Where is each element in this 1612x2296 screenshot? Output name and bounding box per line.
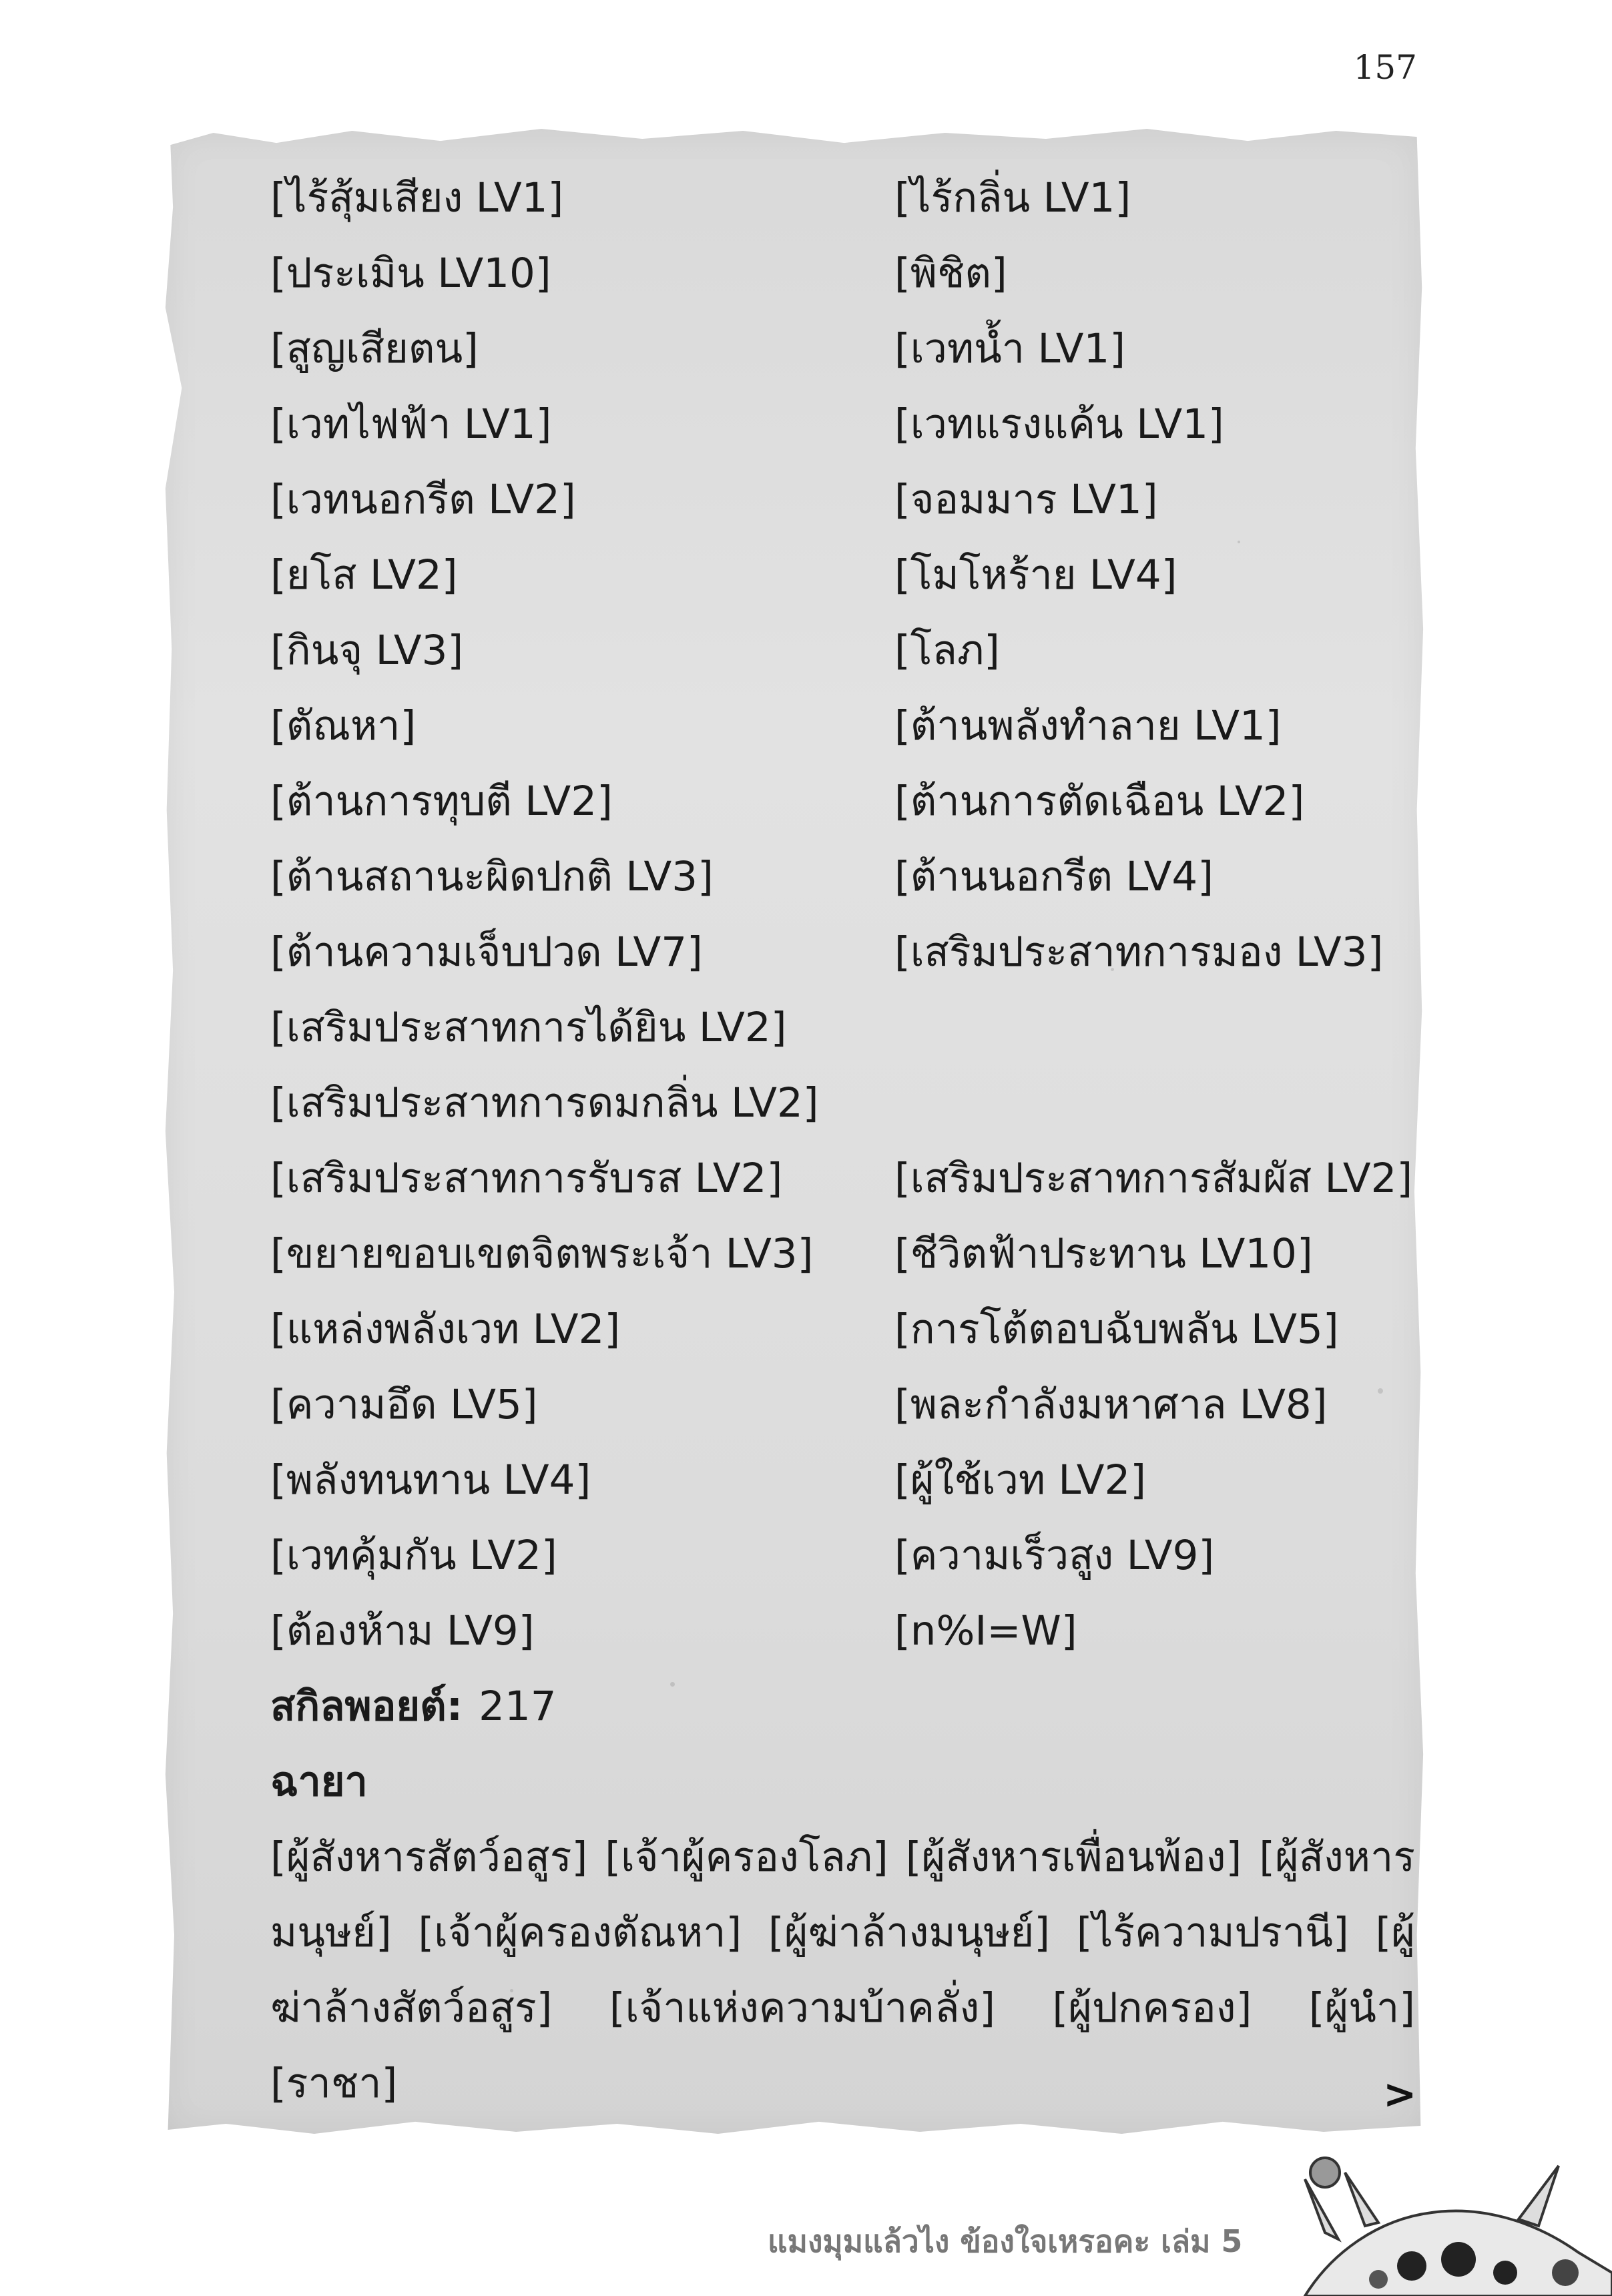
skill-entry: [เวทน้ำ LV1] bbox=[894, 325, 1126, 372]
skill-entry: [เวทนอกรีต LV2] bbox=[270, 476, 576, 523]
skill-entry: [ยโส LV2] bbox=[270, 551, 458, 599]
skill-points-line bbox=[270, 1669, 1415, 1744]
skill-entry: [การโต้ตอบฉับพลัน LV5] bbox=[894, 1306, 1339, 1353]
skill-entry: [ต้านพลังทำลาย LV1] bbox=[894, 702, 1282, 750]
skill-points-label: สกิลพอยต์: bbox=[270, 1683, 463, 1730]
skill-entry: [ต้านการทุบตี LV2] bbox=[270, 778, 613, 825]
status-content bbox=[270, 160, 1415, 2121]
skill-entry: [เวทแรงแค้น LV1] bbox=[894, 400, 1224, 448]
skill-entry: [ไร้กลิ่น LV1] bbox=[894, 174, 1131, 222]
title-entry: [ผู้นำ] bbox=[1308, 1984, 1416, 2032]
skill-entry: [ประเมิน LV10] bbox=[270, 250, 551, 297]
skill-entry: [เสริมประสาทการสัมผัส LV2] bbox=[894, 1155, 1413, 1202]
title-entry: [ผู้สังหารมนุษย์] bbox=[270, 1833, 1416, 1956]
spider-mascot-illustration bbox=[1278, 2139, 1612, 2296]
titles-list bbox=[270, 1819, 1415, 2121]
titles-heading: ฉายา bbox=[270, 1758, 368, 1805]
skill-entry: [เสริมประสาทการดมกลิ่น LV2] bbox=[270, 1079, 819, 1127]
skill-entry: [เสริมประสาทการรับรส LV2] bbox=[270, 1155, 783, 1202]
skill-entry: [ความอึด LV5] bbox=[270, 1381, 538, 1428]
skill-entry: [โมโหร้าย LV4] bbox=[894, 551, 1177, 599]
skill-entry: [จอมมาร LV1] bbox=[894, 476, 1158, 523]
title-entry: [เจ้าผู้ครองตัณหา] bbox=[418, 1909, 742, 1956]
skill-entry: [ต้านนอกรีต LV4] bbox=[894, 853, 1214, 900]
skill-entry: [ต้านความเจ็บปวด LV7] bbox=[270, 928, 703, 976]
skill-entry: [ชีวิตฟ้าประทาน LV10] bbox=[894, 1230, 1313, 1277]
skill-entry: [n%I=W] bbox=[894, 1607, 1077, 1655]
title-entry: [เจ้าผู้ครองโลภ] bbox=[605, 1833, 888, 1881]
skill-entry: [สูญเสียตน] bbox=[270, 325, 479, 372]
skill-list bbox=[270, 160, 1415, 1669]
title-entry: [ผู้ฆ่าล้างมนุษย์] bbox=[768, 1909, 1051, 1956]
skill-entry: [ผู้ใช้เวท LV2] bbox=[894, 1456, 1147, 1504]
skill-entry bbox=[894, 990, 1415, 1065]
skill-entry: [ขยายขอบเขตจิตพระเจ้า LV3] bbox=[270, 1230, 814, 1277]
skill-points-value: 217 bbox=[479, 1683, 557, 1730]
skill-entry: [ความเร็วสูง LV9] bbox=[894, 1532, 1215, 1579]
skill-entry: [เวทคุ้มกัน LV2] bbox=[270, 1532, 557, 1579]
title-entry: [ผู้ฆ่าล้างสัตว์อสูร] bbox=[270, 1909, 1416, 2032]
skill-entry: [แหล่งพลังเวท LV2] bbox=[270, 1306, 621, 1353]
skill-entry: [ต้านสถานะผิดปกติ LV3] bbox=[270, 853, 714, 900]
skill-entry: [เวทไฟฟ้า LV1] bbox=[270, 400, 552, 448]
skill-entry: [เสริมประสาทการมอง LV3] bbox=[894, 928, 1384, 976]
skill-entry: [พิชิต] bbox=[894, 250, 1007, 297]
skill-entry: [พละกำลังมหาศาล LV8] bbox=[894, 1381, 1328, 1428]
skill-entry: [ต้องห้าม LV9] bbox=[270, 1607, 535, 1655]
title-entry: [ผู้สังหารสัตว์อสูร] bbox=[270, 1833, 588, 1881]
page-number: 157 bbox=[1353, 48, 1417, 87]
skill-entry: [ต้านการตัดเฉือน LV2] bbox=[894, 778, 1305, 825]
skill-entry: [เสริมประสาทการได้ยิน LV2] bbox=[270, 1004, 787, 1051]
book-footer-title: แมงมุมแล้วไง ข้องใจเหรอคะ เล่ม 5 bbox=[768, 2223, 1243, 2259]
skill-entry: [กินจุ LV3] bbox=[270, 627, 464, 674]
skill-entry: [พลังทนทาน LV4] bbox=[270, 1456, 591, 1504]
title-entry: [ไร้ความปรานี] bbox=[1076, 1909, 1349, 1956]
next-arrow: > bbox=[1383, 2071, 1417, 2118]
title-entry: [ผู้ปกครอง] bbox=[1052, 1984, 1252, 2032]
skill-entry: [โลภ] bbox=[894, 627, 1000, 674]
skill-entry: [ไร้สุ้มเสียง LV1] bbox=[270, 174, 564, 222]
title-entry: [เจ้าแห่งความบ้าคลั่ง] bbox=[609, 1984, 996, 2032]
skill-entry: [ตัณหา] bbox=[270, 702, 417, 750]
title-entry: [ราชา] bbox=[270, 2060, 398, 2107]
skill-entry bbox=[894, 1065, 1415, 1141]
title-entry: [ผู้สังหารเพื่อนพ้อง] bbox=[905, 1833, 1242, 1881]
